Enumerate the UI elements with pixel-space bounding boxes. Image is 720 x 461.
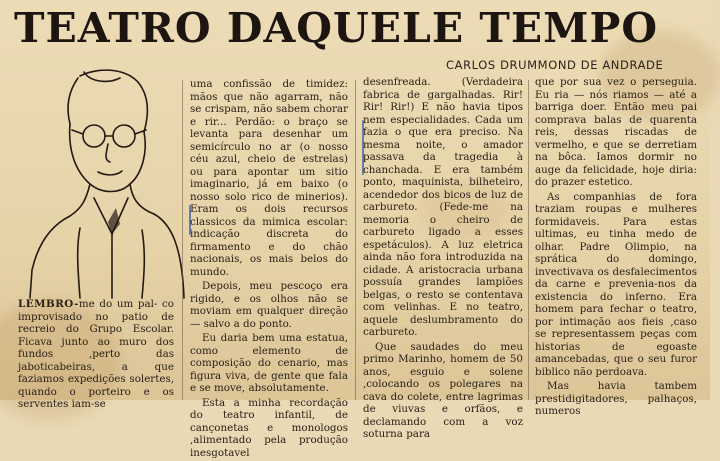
paragraph: desenfreada. (Verdadeira fabrica de gargalhadas. Rir! Rir! Rir!) E não havia tipos nem especialidades. Cada um fazia o que era preciso. Na mesma noite, o amador passava da tragedia à chanchada. E era também ponto, maquinista, bilheteiro, acendedor dos bicos de luz de carbureto. (Fede-me na memoria o cheiro de carbureto ligado a esses espetáculos). A luz eletrica ainda não fora introduzida na cidade. A aristocracia urbana possuía grandes lampiões belgas, o resto se contentava com velinhas. E no teatro, aquele deslumbramento do carbureto. xyxy=(363,76,523,338)
article-headline: TEATRO DAQUELE TEMPO xyxy=(14,4,659,52)
article-column-2 xyxy=(190,78,348,461)
column-text: me do um pal- co improvisado no patio de recreio do Grupo Escolar. Ficava junto ao muro dos fundos ,perto das jaboticabeiras, a que faziamos expedições solertes, quando o porteiro e os serventes iam-se xyxy=(18,298,174,410)
article-byline: CARLOS DRUMMOND DE ANDRADE xyxy=(446,58,664,72)
paragraph: Esta a minha recordação do teatro infantil, de cançonetas e monologos ,alimentado pela produção inesgotavel xyxy=(190,396,348,459)
lead-word: LEMBRO- xyxy=(18,298,79,310)
article-column-1 xyxy=(18,298,174,413)
article-column-4 xyxy=(535,76,697,420)
column-rule xyxy=(182,80,183,400)
paragraph: Mas havia tambem prestidigitadores, palhaços, numeros xyxy=(535,380,697,417)
column-rule xyxy=(528,80,529,400)
paragraph: As companhias de fora traziam roupas e mulheres formidaveis. Para estas ultimas, eu tinha medo de olhar. Padre Olimpio, na sprática do domingo, invectivava os desfalecimentos da carne e prevenia-nos da existencia do inferno. Era homem para fechar o teatro, por intimação aos fieis ,caso se representassem peças com historias de egoaste amancebadas, que o seu furor biblico não perdoava. xyxy=(535,190,697,378)
column-rule xyxy=(355,80,356,400)
author-portrait xyxy=(20,58,190,303)
paragraph: Depois, meu pescoço era rigido, e os olhos não se moviam em qualquer direção — salvo a do ponto. xyxy=(190,280,348,330)
paragraph: uma confissão de timidez: mãos que não agarram, não se crispam, não sabem chorar e rir... Perdão: o braço se levanta para desenhar um semicírculo no ar (o nosso céu azul, cheio de estrelas) ou para apontar um sitio imaginario, já em baixo (o nosso solo rico de minerios). Eram os dois recursos classicos da mimica escolar: indicação discreta do firmamento e do chão nacionais, os mais belos do mundo. xyxy=(190,78,348,278)
paragraph: que por sua vez o perseguia. Eu ria — nós riamos — até a barriga doer. Então meu pai comprava balas de quarenta reis, dessas riscadas de vermelho, e que se derretiam na bôca. Iamos dormir no auge da felicidade, hoje diria: do prazer estetico. xyxy=(535,76,697,188)
paragraph: Eu daria bem uma estatua, como elemento de composição do cenario, mas figura viva, de gente que fala e se move, absolutamente. xyxy=(190,332,348,394)
paragraph: Que saudades do meu primo Marinho, homem de 50 anos, esguio e solene ,colocando os polegares na cava do colete, entre lagrimas de viuvas e orfãos, e declamando com a voz soturna para xyxy=(363,340,523,440)
article-column-3 xyxy=(363,76,523,443)
